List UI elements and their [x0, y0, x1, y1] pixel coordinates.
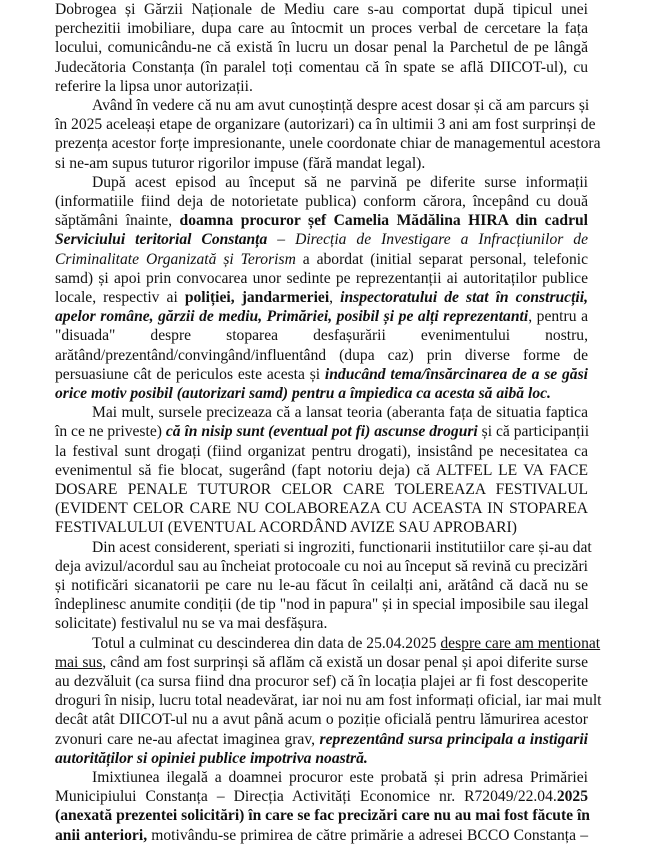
text-line — [92, 96, 588, 115]
text-segment: samd) și apoi prin convocarea unor sedinte pe reprezentanții ai autoritaților publice — [55, 269, 588, 287]
text-segment: solicitate) festivalul nu se va mai desfășura. — [55, 615, 328, 633]
text-line — [55, 422, 588, 441]
text-line — [55, 518, 588, 537]
text-segment: la festival sunt drogați (fiind organizat pentru drogati), insistând pe necesitatea ca — [55, 442, 588, 460]
text-line — [55, 442, 588, 461]
text-line — [55, 595, 588, 614]
text-segment: Având în vedere că nu am avut cunoștință despre acest dosar și că am parcurs și — [92, 97, 590, 114]
text-segment: inspectoratului de stat în construcții, — [340, 289, 588, 306]
text-line — [55, 230, 588, 249]
text-line — [55, 749, 588, 768]
text-line — [55, 154, 588, 173]
text-segment: prezența acestor forțe impresionante, unele coordonate chiar de managementul acestora — [55, 135, 601, 153]
text-segment: persuasiune cât de periculos este acesta și — [55, 365, 325, 383]
text-line — [55, 19, 588, 38]
text-segment: , — [329, 289, 341, 306]
text-segment: despre care am mentionat — [440, 634, 601, 652]
text-segment: arătând/prezentând/convingând/influentând (dupa caz) prin diverse forme de — [55, 346, 588, 364]
text-line — [55, 269, 588, 288]
text-segment: a abordat (initial separat personal, telefonic — [295, 250, 588, 268]
text-segment: Municipiului Constanța – Direcția Activități Economice nr. R72049/22.04. — [55, 788, 557, 806]
text-segment: mai sus — [55, 653, 103, 671]
text-line — [55, 672, 588, 691]
text-line — [92, 173, 588, 192]
text-segment: Criminalitate Organizată și Terorism — [55, 250, 296, 268]
text-line — [55, 346, 588, 365]
text-segment: , pentru a — [528, 308, 588, 326]
text-segment: poliției, jandarmeriei — [184, 289, 330, 306]
text-segment: "disuada" despre stoparea desfașurării evenimentului nostru, — [55, 327, 588, 345]
text-segment: Imixtiunea ilegală a doamnei procuror este probată și prin adresa Primăriei — [92, 769, 588, 786]
text-line — [55, 557, 588, 576]
text-segment: Din acest considerent, speriati si ingroziti, functionarii institutiilor care și-au dat — [92, 538, 592, 556]
text-segment: și notificări sicanatorii pe care nu le-au făcut în ceilalți ani, arătând că dacă nu se — [55, 577, 588, 594]
text-segment: motivându-se primirea de către primărie a adresei BCCO Constanța – — [147, 826, 588, 844]
text-segment: apelor române, gărzii de mediu, Primăriei, posibil și pe alți reprezentanti — [55, 308, 529, 326]
text-line — [55, 499, 588, 518]
text-line — [55, 365, 588, 384]
text-line — [55, 211, 588, 230]
text-line — [55, 691, 602, 710]
text-line — [55, 38, 588, 57]
text-line — [92, 768, 588, 787]
text-segment: Dobrogea și Gărzii Naționale de Mediu care s-au comportat după tipicul unei — [55, 1, 588, 18]
text-segment: decât atât DIICOT-ul nu a avut până acum o poziție oficială pentru lămurirea acestor — [55, 711, 588, 729]
text-segment: perchezitii imobiliare, dupa care au întocmit un proces verbal de cercetare la fața — [55, 20, 588, 38]
text-segment: autorităților si opiniei publice impotriva noastră. — [55, 749, 368, 767]
text-segment: și că participanții — [477, 423, 590, 441]
text-line — [92, 634, 601, 653]
text-segment: în 2025 aceleași etape de organizare (autorizari) ca în ultimii 3 ani am fost surprinși de — [55, 116, 596, 134]
text-segment: locale, respectiv ai — [55, 289, 185, 306]
text-line — [92, 538, 592, 557]
text-line — [55, 730, 588, 749]
text-line — [55, 326, 588, 345]
text-segment: (EVIDENT CELOR CARE NU COLABOREAZA CU ACEASTA IN STOPAREA — [55, 500, 588, 518]
text-line — [55, 806, 588, 825]
text-segment: în ce ne priveste) — [55, 423, 166, 441]
text-line — [55, 826, 588, 845]
text-segment: orice motiv posibil (autorizari samd) pentru a împiedica ca acesta să aibă loc. — [55, 385, 551, 402]
text-segment: Totul a culminat cu descinderea din data de 25.04.2025 — [92, 634, 441, 652]
text-line — [55, 653, 588, 672]
text-segment: inducând tema/însărcinarea de a se găsi — [324, 365, 588, 383]
text-segment: droguri în nisip, lucru total neadevărat, iar noi nu am fost informați oficial, iar mai mult — [55, 692, 602, 710]
text-segment: evenimentul să fie blocat, sugerând (fapt notoriu deja) că ALTFEL LE VA FACE — [55, 461, 588, 479]
text-line — [55, 480, 588, 499]
text-segment: După acest episod au început să ne parvină pe diferite surse informații — [92, 173, 588, 191]
text-segment: reprezentând sursa principala a instigarii — [319, 730, 588, 748]
text-line — [55, 576, 588, 595]
text-segment: , când am fost surprinși să aflăm că există un dosar penal și apoi diferite surse — [102, 653, 588, 671]
text-line — [55, 614, 588, 633]
text-segment: zvonuri care ne-au afectat imaginea grav, — [55, 730, 320, 748]
text-segment: Judecătoria Constanța (în paralel toți comentau că în spate se află DIICOT-ul), cu — [55, 58, 588, 76]
text-segment: Mai mult, sursele precizeaza că a lansat teoria (aberanta fața de situatia faptica — [92, 404, 588, 422]
text-line — [55, 250, 588, 269]
text-segment: locului, comunicându-ne că există în lucru un dosar penal la Parchetul de pe lângă — [55, 39, 588, 57]
text-line — [55, 461, 588, 480]
text-line — [55, 0, 588, 19]
text-segment: – — [267, 231, 296, 249]
text-segment: deja avizul/acordul sau au încheiat protocoale cu noi au început să revină cu precizări — [55, 557, 588, 575]
text-line — [55, 58, 588, 77]
text-segment: DOSARE PENALE TUTUROR CELOR CARE TOLEREAZA FESTIVALUL — [55, 481, 588, 498]
text-line — [55, 192, 588, 211]
text-line — [55, 115, 596, 134]
text-line — [55, 710, 588, 729]
text-segment: îndeplinesc anumite condiții (de tip "nod in papura" și in special imposibile sau ilegal — [55, 596, 589, 614]
text-segment: săptămâni înainte, — [55, 212, 180, 230]
text-line — [55, 288, 588, 307]
text-segment: Direcția de Investigare a Infracțiunilor de — [295, 231, 588, 249]
text-segment: (informatiile fiind deja de notorietate publica) conform cărora, începând cu două — [55, 193, 588, 210]
text-line — [55, 787, 588, 806]
text-line — [55, 307, 588, 326]
text-segment: si ne-am supus tuturor rigorilor impuse (fără mandat legal). — [55, 154, 426, 172]
text-line — [92, 403, 588, 422]
text-segment: au dezvăluit (ca sursa fiind dna procuror sef) că în locația plajei ar fi fost descoperite — [55, 673, 588, 690]
text-segment: anii anteriori, — [55, 826, 148, 844]
text-segment: FESTIVALULUI (EVENTUAL ACORDÂND AVIZE SAU APROBARI) — [55, 519, 517, 537]
text-line — [55, 77, 588, 96]
text-line — [55, 134, 601, 153]
text-segment: (anexată prezentei solicitări) în care se fac precizări care nu au mai fost făcute în — [55, 807, 590, 825]
text-segment: 2025 — [556, 788, 588, 806]
text-segment: referire la lipsa unor autorizații. — [55, 77, 253, 95]
text-segment: că în nisip sunt (eventual pot fi) ascunse droguri — [165, 423, 478, 441]
text-segment: doamna procuror șef Camelia Mădălina HIRA din cadrul — [179, 212, 588, 230]
text-segment: Serviciului teritorial Constanța — [55, 231, 268, 249]
text-line — [55, 384, 588, 403]
